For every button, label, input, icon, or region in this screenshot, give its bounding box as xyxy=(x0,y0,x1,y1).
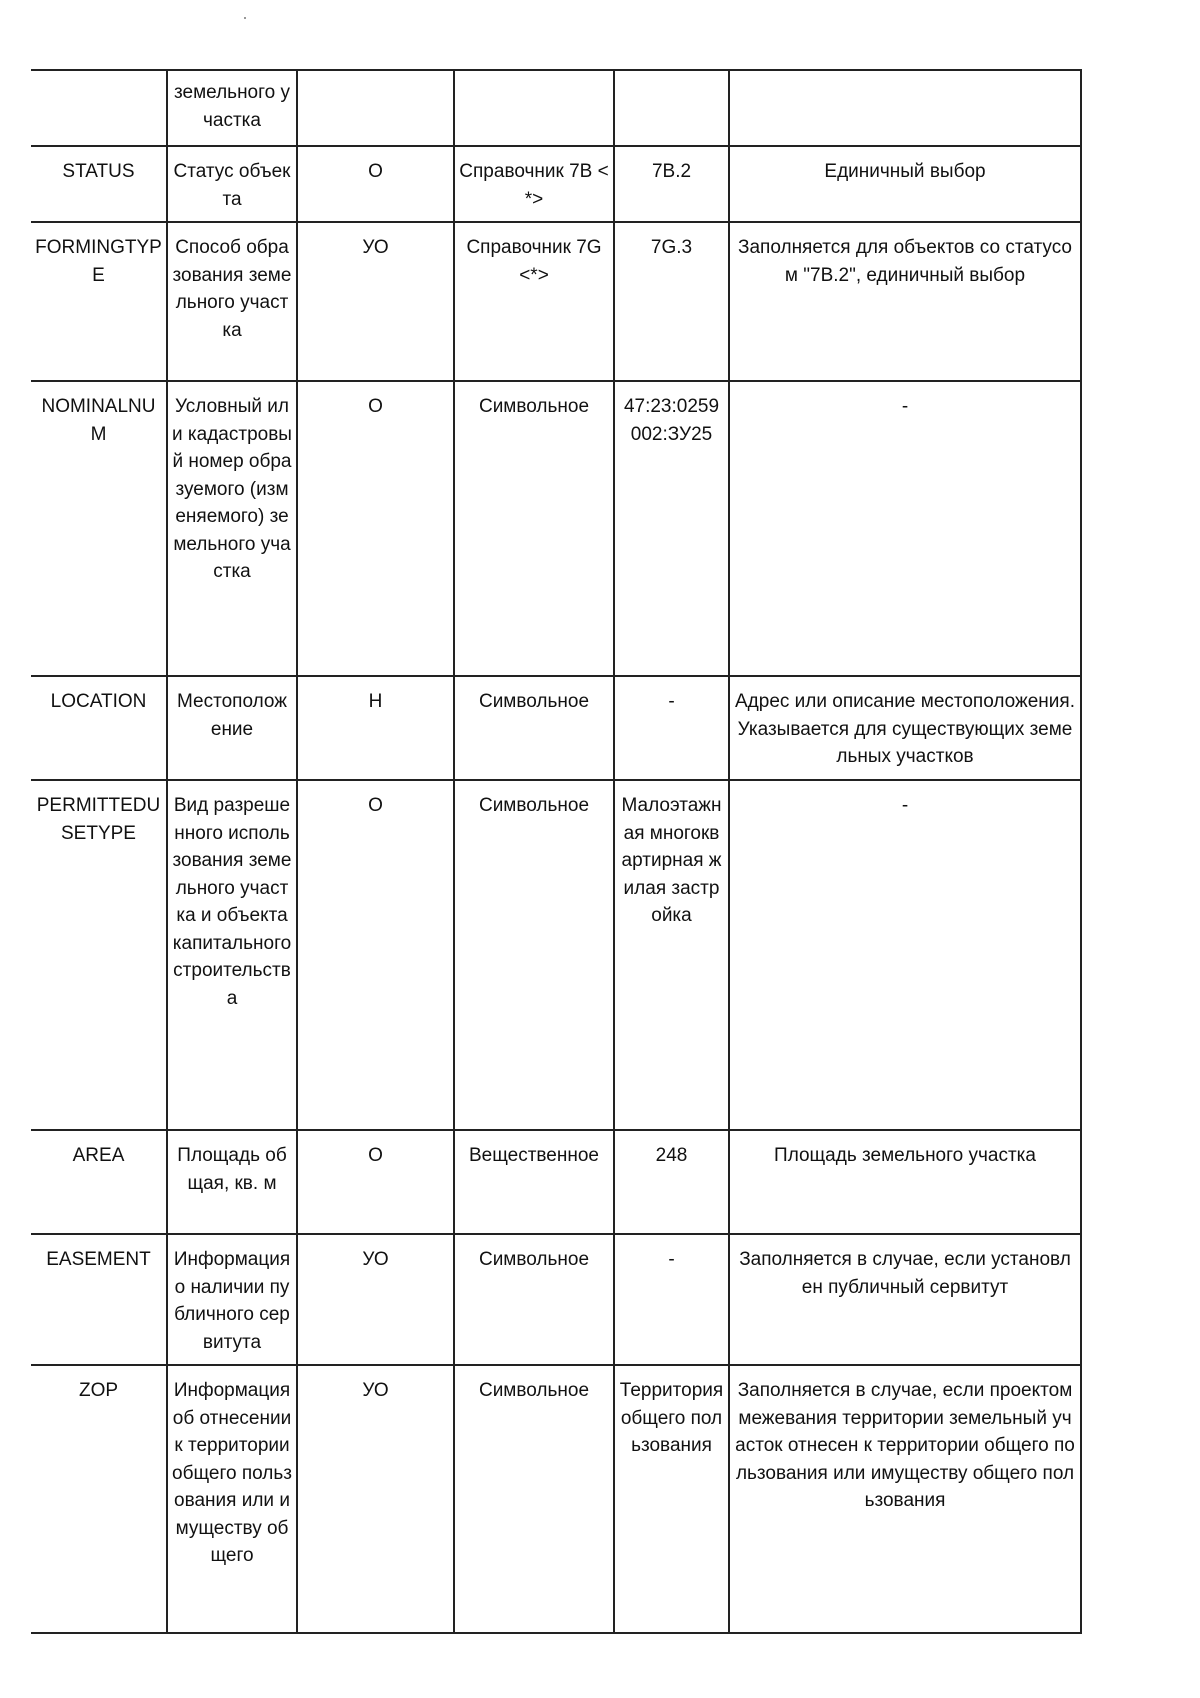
table-row xyxy=(31,1130,1081,1234)
attribute-name: Статус объекта xyxy=(167,146,297,222)
attribute-note: - xyxy=(729,780,1081,1130)
attribute-example: 7G.3 xyxy=(614,222,729,381)
attribute-example: 248 xyxy=(614,1130,729,1234)
attribute-requirement: О xyxy=(297,381,454,676)
attribute-name: Информация о наличии публичного сервитута xyxy=(167,1234,297,1365)
table-row xyxy=(31,676,1081,780)
attribute-note: Единичный выбор xyxy=(729,146,1081,222)
attribute-code: AREA xyxy=(31,1130,167,1234)
attribute-note: Заполняется для объектов со статусом "7В.2", единичный выбор xyxy=(729,222,1081,381)
attribute-name: Способ образования земельного участка xyxy=(167,222,297,381)
attribute-code xyxy=(31,70,167,146)
attribute-requirement: Н xyxy=(297,676,454,780)
table-row xyxy=(31,381,1081,676)
attribute-example: Территория общего пользования xyxy=(614,1365,729,1633)
attribute-type: Символьное xyxy=(454,381,614,676)
attribute-requirement: О xyxy=(297,146,454,222)
attribute-note: Заполняется в случае, если проектом межевания территории земельный участок отнесен к территории общего пользования или имуществу общего пользования xyxy=(729,1365,1081,1633)
table-row xyxy=(31,70,1081,146)
attribute-type: Вещественное xyxy=(454,1130,614,1234)
attribute-note: Заполняется в случае, если установлен публичный сервитут xyxy=(729,1234,1081,1365)
attribute-code: NOMINALNUM xyxy=(31,381,167,676)
attribute-note: - xyxy=(729,381,1081,676)
attribute-code: FORMINGTYPE xyxy=(31,222,167,381)
table-row xyxy=(31,1234,1081,1365)
table-row xyxy=(31,1365,1081,1633)
attribute-note: Адрес или описание местоположения. Указывается для существующих земельных участков xyxy=(729,676,1081,780)
attribute-type: Символьное xyxy=(454,1365,614,1633)
attribute-code: STATUS xyxy=(31,146,167,222)
attribute-name: Площадь общая, кв. м xyxy=(167,1130,297,1234)
attribute-type: Символьное xyxy=(454,780,614,1130)
attribute-name: Местоположение xyxy=(167,676,297,780)
attribute-name: земельного участка xyxy=(167,70,297,146)
document-page xyxy=(31,69,1082,1634)
attribute-requirement: О xyxy=(297,1130,454,1234)
attribute-name: Вид разрешенного использования земельного участка и объекта капитального строительства xyxy=(167,780,297,1130)
attribute-example xyxy=(614,70,729,146)
attribute-code: PERMITTEDUSETYPE xyxy=(31,780,167,1130)
scan-speck xyxy=(244,17,246,19)
attribute-code: LOCATION xyxy=(31,676,167,780)
attribute-type: Справочник 7В <*> xyxy=(454,146,614,222)
attribute-example: - xyxy=(614,1234,729,1365)
attribute-requirement: УО xyxy=(297,1234,454,1365)
attribute-example: 47:23:0259002:ЗУ25 xyxy=(614,381,729,676)
attribute-requirement: О xyxy=(297,780,454,1130)
attribute-type: Символьное xyxy=(454,1234,614,1365)
attribute-requirement: УО xyxy=(297,1365,454,1633)
attribute-code: ZOP xyxy=(31,1365,167,1633)
attribute-example: 7В.2 xyxy=(614,146,729,222)
attribute-note xyxy=(729,70,1081,146)
attribute-type xyxy=(454,70,614,146)
attribute-example: Малоэтажная многоквартирная жилая застройка xyxy=(614,780,729,1130)
table-row xyxy=(31,780,1081,1130)
table-row xyxy=(31,146,1081,222)
table-row xyxy=(31,222,1081,381)
attribute-note: Площадь земельного участка xyxy=(729,1130,1081,1234)
attribute-name: Информация об отнесении к территории общего пользования или имуществу общего xyxy=(167,1365,297,1633)
attribute-table xyxy=(31,69,1082,1634)
attribute-requirement xyxy=(297,70,454,146)
attribute-code: EASEMENT xyxy=(31,1234,167,1365)
attribute-name: Условный или кадастровый номер образуемого (изменяемого) земельного участка xyxy=(167,381,297,676)
attribute-type: Символьное xyxy=(454,676,614,780)
attribute-requirement: УО xyxy=(297,222,454,381)
attribute-type: Справочник 7G <*> xyxy=(454,222,614,381)
attribute-example: - xyxy=(614,676,729,780)
